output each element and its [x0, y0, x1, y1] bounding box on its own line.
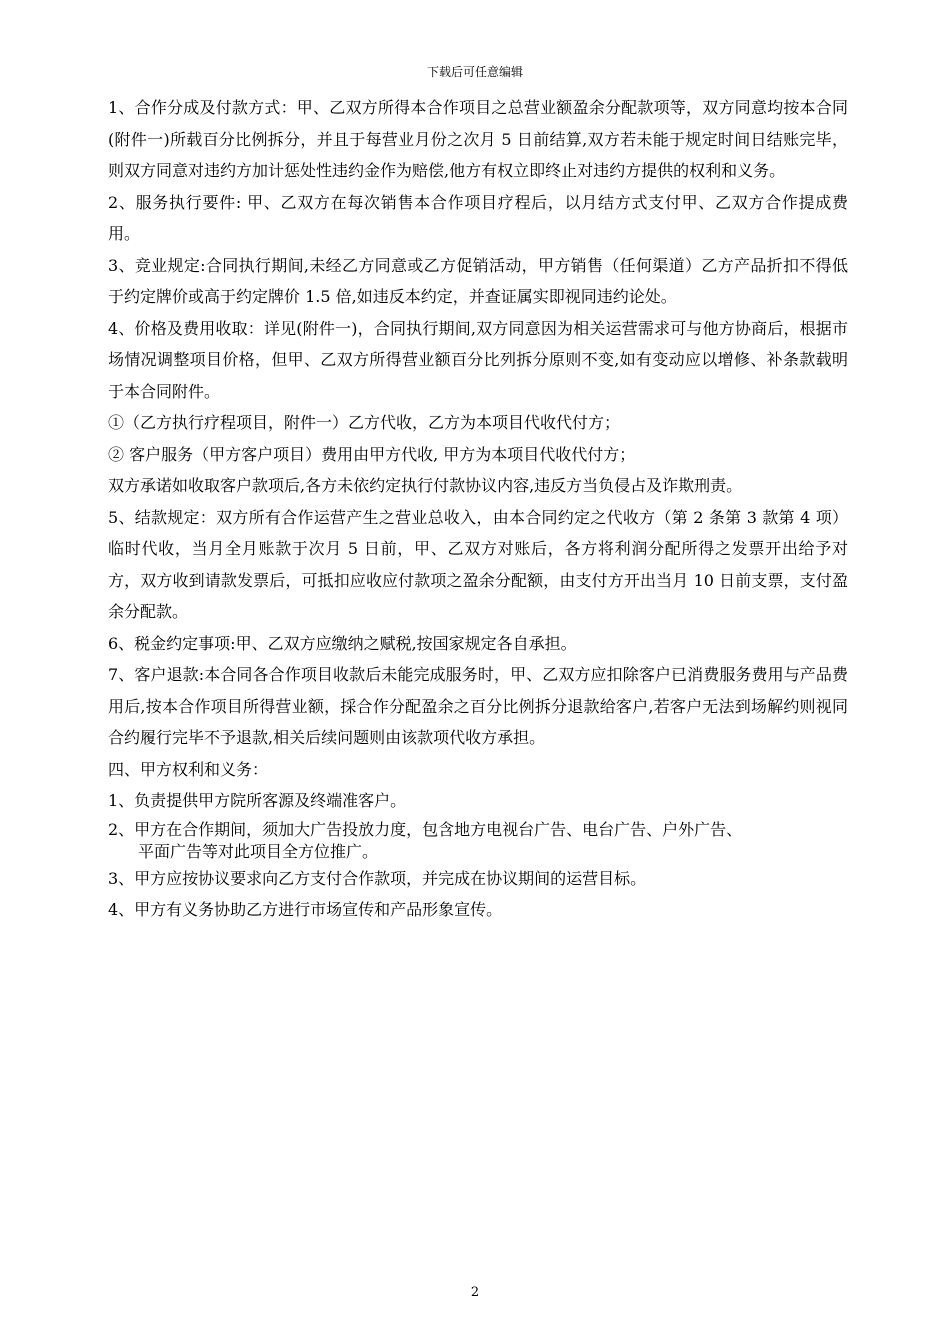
page-number: 2	[470, 1285, 480, 1300]
clause-1-payment: 1、合作分成及付款方式：甲、乙双方所得本合作项目之总营业额盈余分配款项等，双方同意均按本合同(附件一)所载百分比例拆分，并且于每营业月份之次月 5 日前结算,双方若未能于规定时间日结账完毕，则双方同意对违约方加计惩处性违约金作为赔偿,他方有权立即终止对违约方提供的权利和义务。	[108, 98, 848, 180]
clause-4-item-2: ② 客户服务（甲方客户项目）费用由甲方代收, 甲方为本项目代收代付方；	[108, 444, 636, 464]
clause-4-pricing: 4、价格及费用收取：详见(附件一)，合同执行期间,双方同意因为相关运营需求可与他方协商后，根据市场情况调整项目价格，但甲、乙双方所得营业额百分比列拆分原则不变,如有变动应以增修、补条款载明于本合同附件。	[108, 318, 848, 401]
clause-4-commitment: 双方承诺如收取客户款项后,各方未依约定执行付款协议内容,违反方当负侵占及诈欺刑责。	[108, 476, 743, 495]
document-body	[108, 92, 848, 926]
party-a-duty-2: 2、甲方在合作期间，须加大广告投放力度，包含地方电视台广告、电台广告、户外广告、	[108, 819, 743, 839]
page-header: 下载后可任意编辑	[426, 65, 523, 79]
clause-2-service: 2、服务执行要件: 甲、乙双方在每次销售本合作项目疗程后，以月结方式支付甲、乙双方合作提成费用。	[108, 192, 848, 243]
section-4-heading: 四、甲方权利和义务：	[108, 759, 269, 779]
clause-5-settlement: 5、结款规定：双方所有合作运营产生之营业总收入，由本合同约定之代收方（第 2 条第 3 款第 4 项）临时代收，当月全月账款于次月 5 日前，甲、乙双方对账后，各方将利润分配所得之发票开出给予对方，双方收到请款发票后，可抵扣应收应付款项之盈余分配额，由支付方开出当月 10 日前支票，支付盈余分配款。	[108, 507, 848, 621]
party-a-duty-2-continued: 平面广告等对此项目全方位推广。	[138, 841, 379, 861]
party-a-duty-3: 3、甲方应按协议要求向乙方支付合作款项，并完成在协议期间的运营目标。	[108, 868, 647, 888]
party-a-duty-1: 1、负责提供甲方院所客源及终端准客户。	[108, 791, 407, 810]
clause-3-competition: 3、竞业规定:合同执行期间,未经乙方同意或乙方促销活动，甲方销售（任何渠道）乙方产品折扣不得低于约定牌价或高于约定牌价 1.5 倍,如违反本约定，并查证属实即视同违约论处。	[108, 255, 848, 306]
clause-6-tax: 6、税金约定事项:甲、乙双方应缴纳之赋税,按国家规定各自承担。	[108, 633, 577, 653]
clause-4-item-1: ①（乙方执行疗程项目，附件一）乙方代收，乙方为本项目代收代付方；	[108, 413, 621, 432]
party-a-duty-4: 4、甲方有义务协助乙方进行市场宣传和产品形象宣传。	[108, 900, 503, 919]
clause-7-refund: 7、客户退款:本合同各合作项目收款后未能完成服务时，甲、乙双方应扣除客户已消费服务费用与产品费用后,按本合作项目所得营业额，採合作分配盈余之百分比例拆分退款给客户,若客户无法到场解约则视同合约履行完毕不予退款,相关后续问题则由该款项代收方承担。	[108, 665, 848, 747]
